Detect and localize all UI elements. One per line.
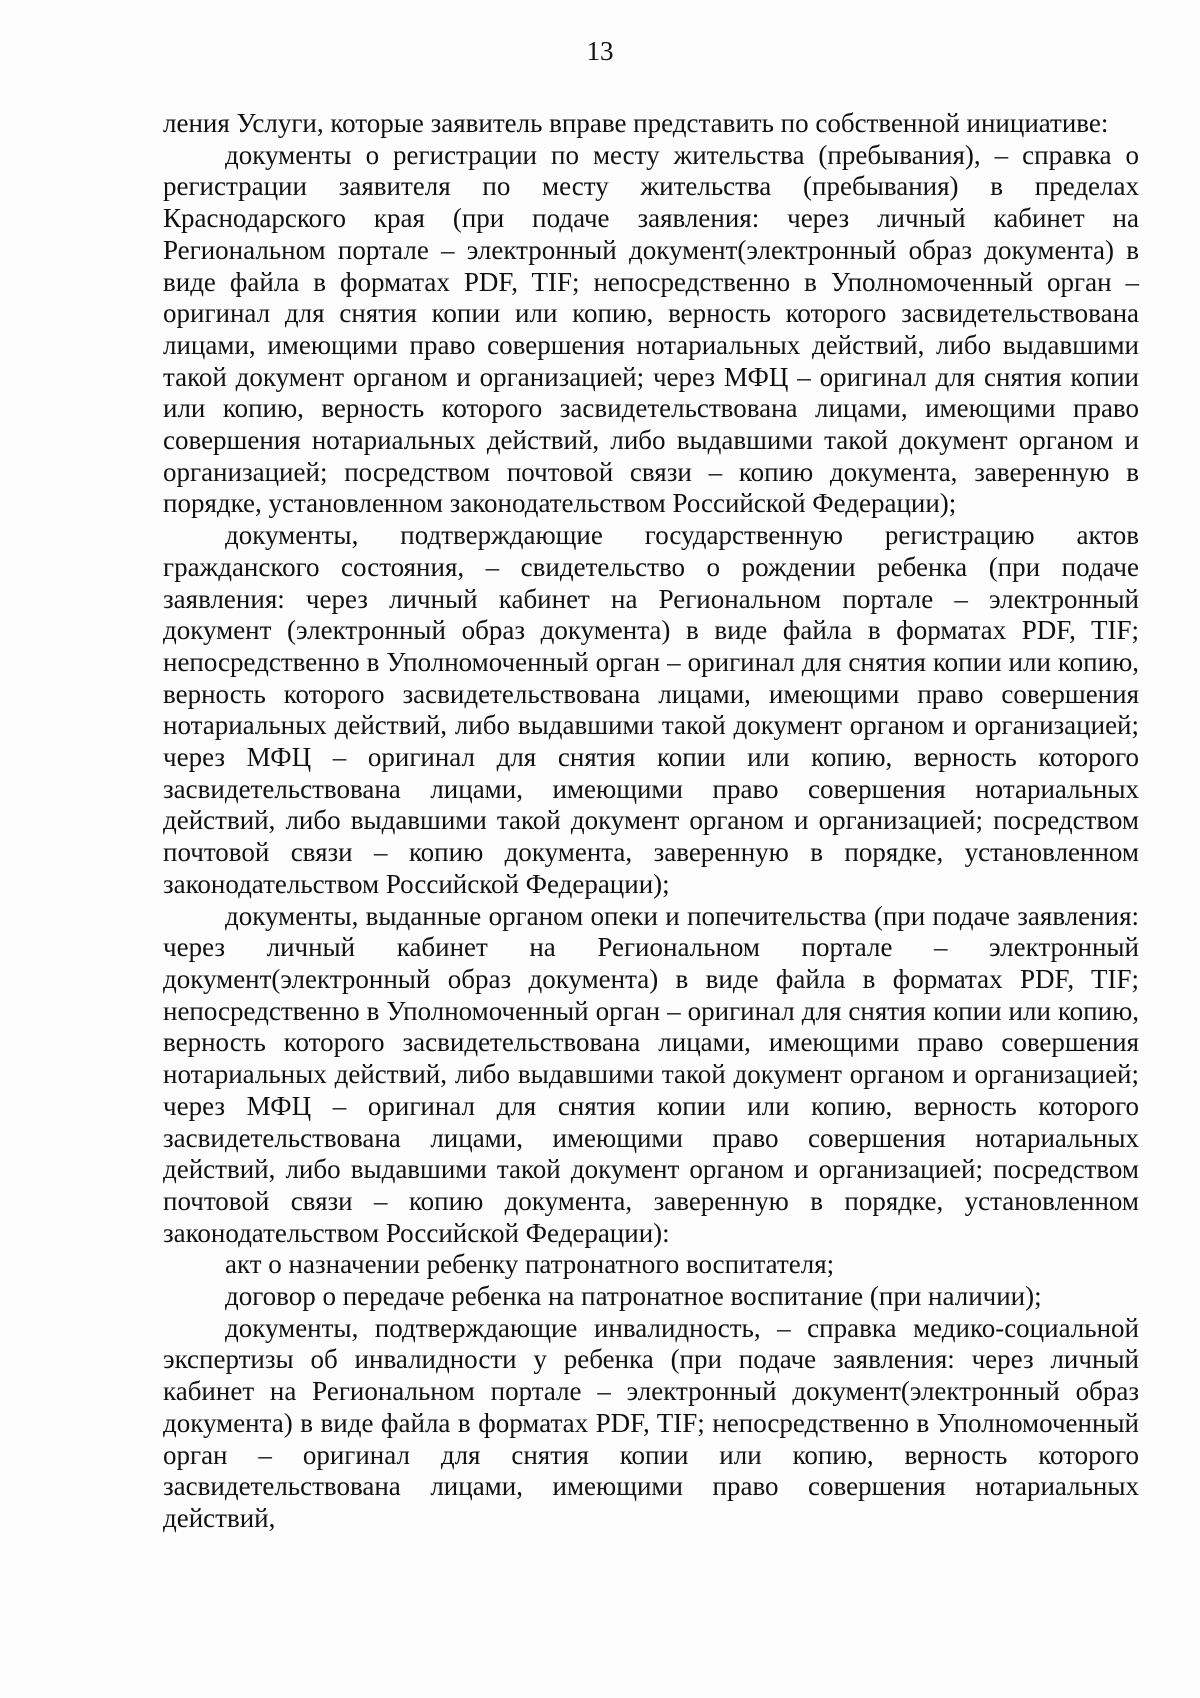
page-number: 13 xyxy=(586,36,614,66)
list-item-foster-act: акт о назначении ребенку патронатного воспитателя; xyxy=(225,1249,835,1280)
paragraph-residence-documents: документы о регистрации по месту жительства (пребывания), – справка о регистрации заявителя по месту жительства (пребывания) в пределах Краснодарского края (при подаче заявления: через личный кабинет на Региональном портале – электронный документ(электронный образ документа) в виде файла в форматах PDF, TIF; непосредственно в Уполномоченный орган – оригинал для снятия копии или копию, верность которого засвидетельствована лицами, имеющими право совершения нотариальных действий, либо выдавшими такой документ органом и организацией; через МФЦ – оригинал для снятия копии или копию, верность которого засвидетельствована лицами, имеющими право совершения нотариальных действий, либо выдавшими такой документ органом и организацией; посредством почтовой связи – копию документа, заверенную в порядке, установленном законодательством Российской Федерации); xyxy=(163,139,1139,519)
paragraph-disability-documents: документы, подтверждающие инвалидность, – справка медико-социальной экспертизы об инвалидности у ребенка (при подаче заявления: через личный кабинет на Региональном портале – электронный документ(электронный образ документа) в виде файла в форматах PDF, TIF; непосредственно в Уполномоченный орган – оригинал для снятия копии или копию, верность которого засвидетельствована лицами, имеющими право совершения нотариальных действий, xyxy=(163,1312,1139,1533)
paragraph-guardianship-documents: документы, выданные органом опеки и попечительства (при подаче заявления: через личный кабинет на Региональном портале – электронный документ(электронный образ документа) в виде файла в форматах PDF, TIF; непосредственно в Уполномоченный орган – оригинал для снятия копии или копию, верность которого засвидетельствована лицами, имеющими право совершения нотариальных действий, либо выдавшими такой документ органом и организацией; через МФЦ – оригинал для снятия копии или копию, верность которого засвидетельствована лицами, имеющими право совершения нотариальных действий, либо выдавшими такой документ органом и организацией; посредством почтовой связи – копию документа, заверенную в порядке, установленном законодательством Российской Федерации): xyxy=(163,900,1139,1248)
paragraph-continuation: ления Услуги, которые заявитель вправе представить по собственной инициативе: xyxy=(163,108,1109,138)
list-item-foster-agreement: договор о передаче ребенка на патронатное воспитание (при наличии); xyxy=(225,1281,1042,1312)
paragraph-civil-status-documents: документы, подтверждающие государственную регистрацию актов гражданского состояния, – свидетельство о рождении ребенка (при подаче заявления: через личный кабинет на Региональном портале – электронный документ (электронный образ документа) в виде файла в форматах PDF, TIF; непосредственно в Уполномоченный орган – оригинал для снятия копии или копию, верность которого засвидетельствована лицами, имеющими право совершения нотариальных действий, либо выдавшими такой документ органом и организацией; через МФЦ – оригинал для снятия копии или копию, верность которого засвидетельствована лицами, имеющими право совершения нотариальных действий, либо выдавшими такой документ органом и организацией; посредством почтовой связи – копию документа, заверенную в порядке, установленном законодательством Российской Федерации); xyxy=(163,520,1139,899)
document-body xyxy=(163,108,1139,1535)
